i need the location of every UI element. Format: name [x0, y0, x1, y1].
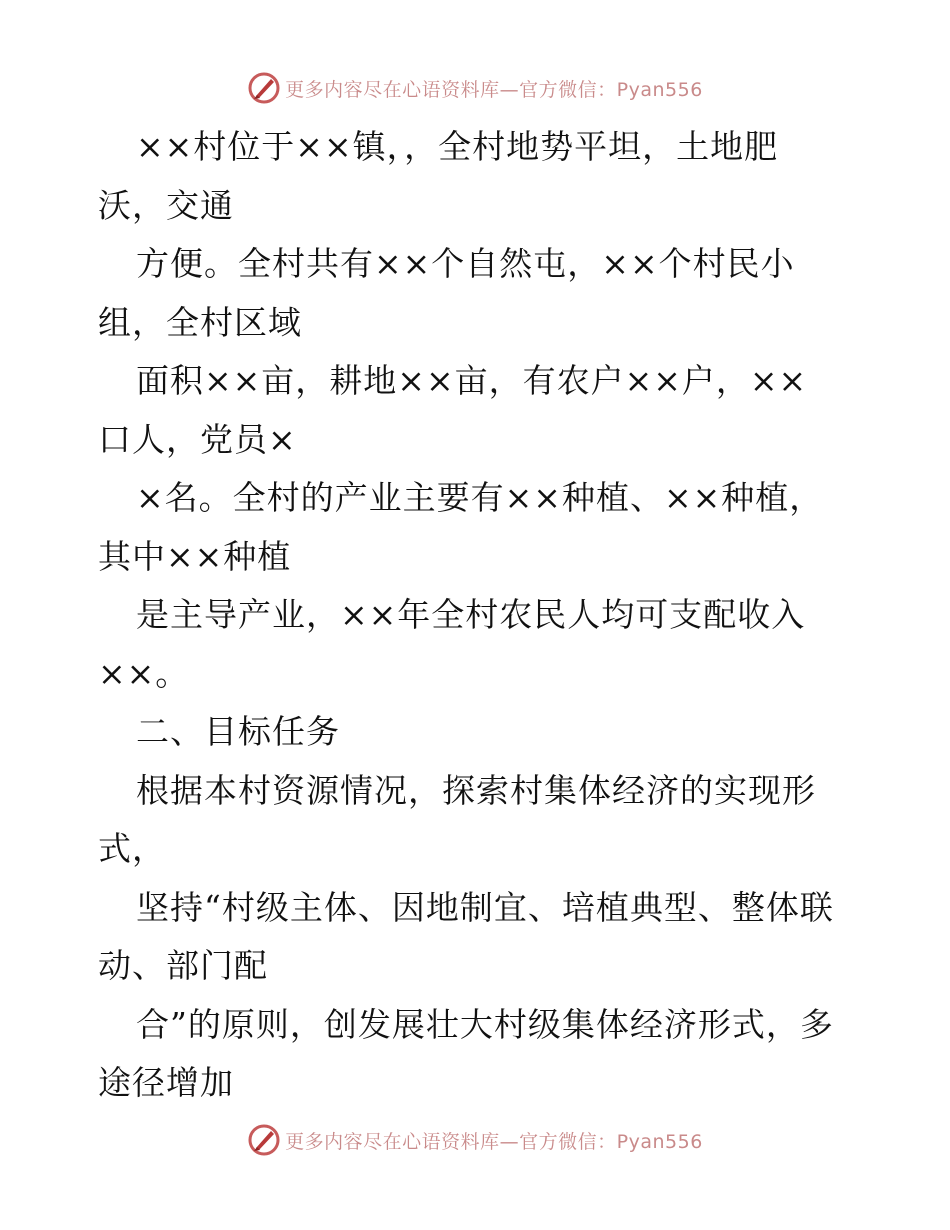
document-body — [98, 118, 858, 1113]
watermark-text: 更多内容尽在心语资料库—官方微信：Pyan556 — [285, 1130, 703, 1153]
quill-logo-icon — [247, 71, 281, 105]
text-line: 式， — [98, 829, 166, 868]
text-line: 根据本村资源情况，探索村集体经济的实现形 — [136, 770, 816, 810]
text-line: ×名。全村的产业主要有××种植、××种植， — [136, 478, 824, 517]
text-line: 口人，党员× — [98, 419, 297, 459]
text-line: 面积××亩，耕地××亩，有农户××户，×× — [136, 361, 808, 400]
text-line: 沃，交通 — [98, 185, 234, 225]
text-line: 方便。全村共有××个自然屯，××个村民小 — [136, 244, 795, 283]
watermark-top — [0, 68, 950, 108]
text-line: 二、目标任务 — [136, 712, 340, 751]
text-line: 坚持“村级主体、因地制宜、培植典型、整体联 — [136, 887, 834, 927]
text-line: ××。 — [98, 653, 190, 693]
text-line: 组，全村区域 — [98, 302, 302, 342]
text-line: 是主导产业，××年全村农民人均可支配收入 — [136, 595, 806, 634]
text-line: 其中××种植 — [98, 536, 292, 576]
text-line: ××村位于××镇，，全村地势平坦，土地肥 — [136, 127, 779, 166]
watermark-text: 更多内容尽在心语资料库—官方微信：Pyan556 — [285, 78, 703, 101]
quill-logo-icon — [247, 1123, 281, 1157]
text-line: 动、部门配 — [98, 946, 268, 985]
text-line: 合”的原则，创发展壮大村级集体经济形式，多 — [136, 1004, 834, 1044]
watermark-bottom — [0, 1120, 950, 1160]
text-line: 途径增加 — [98, 1063, 234, 1102]
